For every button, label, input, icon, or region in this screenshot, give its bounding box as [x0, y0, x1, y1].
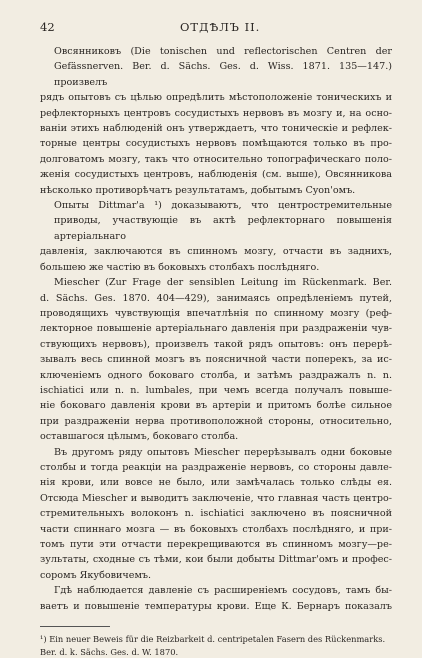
page-number: 42 [40, 20, 55, 34]
running-head: ОТДѢЛЪ II. [180, 20, 261, 34]
text-line: ischiatici или n. n. lumbales, при чемъ всегда получалъ повыше- [40, 384, 392, 396]
text-line: рядъ опытовъ съ цѣлью опредѣлить мѣстоположеніе тоническихъ и [40, 92, 392, 104]
body-text [40, 44, 392, 614]
text-line: рефлекторныхъ центровъ сосудистыхъ нервовъ въ мозгу и, на осно- [40, 107, 392, 119]
text-line: столбы и тогда реакціи на раздраженіе нервовъ, со стороны давле- [40, 461, 392, 473]
text-line: ваетъ и повышеніе температуры крови. Еще К. Бернаръ показалъ [40, 600, 392, 612]
text-line: зультаты, сходные съ тѣми, кои были добыты Dittmar'омъ и профес- [40, 554, 392, 566]
page-header [40, 20, 392, 38]
text-line: томъ пути эти отчасти перекрещиваются въ спинномъ мозгу—ре- [40, 539, 392, 550]
text-line: ваніи этихъ наблюденій онъ утверждаетъ, что тоническіе и рефлек- [40, 123, 392, 135]
text-line: Гдѣ наблюдается давленіе съ расширеніемъ сосудовъ, тамъ бы- [54, 585, 392, 597]
text-line: Miescher (Zur Frage der sensiblen Leitung im Rückenmark. Ber. [54, 277, 392, 289]
text-line: соромъ Якубовичемъ. [40, 569, 152, 581]
text-line: женія сосудистыхъ центровъ, наблюденія (см. выше), Овсянникова [40, 169, 392, 181]
text-line: зывалъ весь спинной мозгъ въ поясничной части поперекъ, за ис- [40, 354, 392, 366]
text-line: нія крови, или вовсе не было, или замѣчалась только слѣды ея. [40, 477, 392, 489]
text-line: d. Sächs. Ges. 1870. 404—429), занимаясь опредѣленіемъ путей, [40, 292, 392, 304]
text-line: долговатомъ мозгу, такъ что относительно топографическаго поло- [40, 153, 392, 165]
text-line: большею же частію въ боковыхъ столбахъ послѣдняго. [40, 261, 320, 273]
footnote-text: ¹) Ein neuer Beweis für die Reizbarkeit d. centripetalen Fasern des Rückenmarks. Ber. d. k. Sächs. Ges. d. W. 1870. [40, 634, 386, 657]
footnote-divider [40, 626, 110, 627]
text-line: давленія, заключаются въ спинномъ мозгу, отчасти въ заднихъ, [40, 246, 392, 258]
text-line: Опыты Dittmar'а ¹) доказываютъ, что центростремительные приводы, участвующіе въ актѣ рефлекторнаго повышенія артеріальнаго [54, 200, 392, 242]
text-line: Отсюда Miescher и выводитъ заключеніе, что главная часть центро- [40, 492, 392, 504]
text-line: стремительныхъ волоконъ n. ischiatici заключено въ поясничной [40, 508, 392, 520]
text-line: лекторное повышеніе артеріальнаго давленія при раздраженіи чув- [40, 323, 392, 335]
text-line: Овсянниковъ (Die tonischen und reflectorischen Centren der Gefässnerven. Ber. d. Sächs. Ges. d. Wiss. 1871. 135—147.) произвелъ [54, 46, 392, 88]
footnote [40, 633, 392, 658]
text-line: части спиннаго мозга — въ боковыхъ столбахъ послѣдняго, и при- [40, 523, 392, 535]
text-line: Въ другомъ ряду опытовъ Miescher перерѣзывалъ одни боковые [54, 446, 392, 458]
text-line: нѣсколько противорѣчатъ результатамъ, добытымъ Cyon'омъ. [40, 184, 356, 196]
text-line: торные центры сосудистыхъ нервовъ помѣщаются только въ про- [40, 138, 392, 150]
text-line: оставшагося цѣлымъ, боковаго столба. [40, 431, 239, 443]
text-line: ніе боковаго давленія крови въ артеріи и притомъ болѣе сильное [40, 400, 392, 412]
text-line: проводящихъ чувствующія впечатлѣнія по спинному мозгу (реф- [40, 307, 392, 319]
text-line: при раздраженіи нерва противоположной стороны, относительно, [40, 415, 392, 427]
text-line: ключеніемъ одного боковаго столба, и затѣмъ раздражалъ n. n. [40, 369, 392, 381]
text-line: ствующихъ нервовъ), произвелъ такой рядъ опытовъ: онъ перерѣ- [40, 338, 392, 350]
